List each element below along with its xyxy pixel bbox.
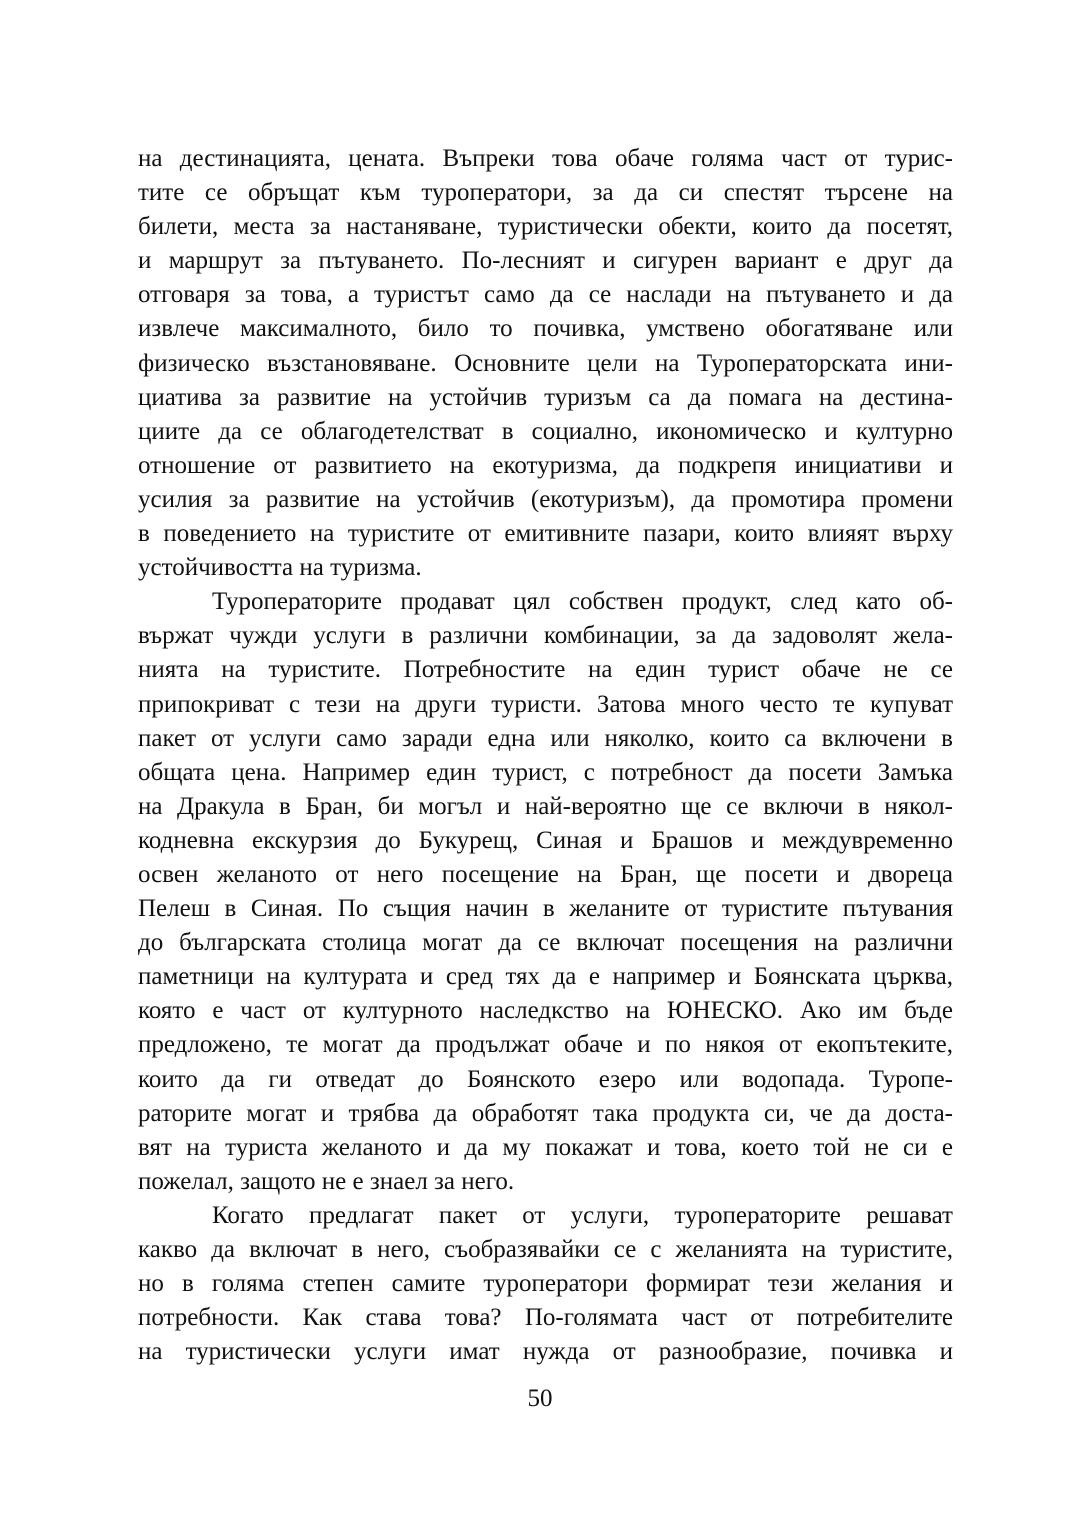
text-line: която е част от културното наследкство на ЮНЕСКО. Ако им бъде [138,997,953,1025]
text-line: предложено, те могат да продължат обаче и по някоя от екопътеките, [138,1031,953,1059]
text-line: отношение от развитието на екотуризма, да подкрепя инициативи и [138,451,953,479]
text-line: в поведението на туристите от емитивните пазари, които влияят върху [138,520,953,548]
text-line: които да ги отведат до Боянското езеро или водопада. Туропе- [138,1065,953,1093]
paragraph-3 [138,1199,953,1369]
text-line: на туристически услуги имат нужда от разнообразие, почивка и [138,1338,953,1366]
paragraph-2 [138,585,953,1199]
text-line: раторите могат и трябва да обработят така продукта си, че да доста- [138,1099,953,1127]
page-body [138,142,953,1369]
text-line: пакет от услуги само заради една или няколко, които са включени в [138,724,953,752]
text-line: нията на туристите. Потребностите на един турист обаче не се [138,656,953,684]
text-line: циите да се облагодетелстват в социално, икономическо и културно [138,417,953,445]
page-number: 50 [527,1385,553,1412]
text-line: циатива за развитие на устойчив туризъм са да помага на дестина- [138,383,953,411]
text-line: потребности. Как става това? По-голямата част от потребителите [138,1304,953,1332]
text-line: вят на туриста желаното и да му покажат и това, което той не си е [138,1133,953,1161]
text-line: на Дракула в Бран, би могъл и най-вероятно ще се включи в някол- [138,792,953,820]
text-line: вържат чужди услуги в различни комбинации, за да задоволят жела- [138,622,953,650]
text-line: общата цена. Например един турист, с потребност да посети Замъка [138,758,953,786]
text-line: на дестинацията, цената. Въпреки това обаче голяма част от турис- [138,145,953,172]
text-line: и маршрут за пътуването. По-лесният и сигурен вариант е друг да [138,247,953,275]
text-line: тите се обръщат към туроператори, за да си спестят търсене на [138,179,953,207]
text-line: но в голяма степен самите туроператори формират тези желания и [138,1270,953,1298]
text-line: освен желаното от него посещение на Бран, ще посети и двореца [138,860,953,888]
text-line: билети, места за настаняване, туристически обекти, които да посетят, [138,213,953,241]
text-line: какво да включат в него, съобразявайки се с желанията на туристите, [138,1236,953,1263]
text-line: Когато предлагат пакет от услуги, туроператорите решават [212,1201,953,1229]
text-line: пожелал, защото не е знаел за него. [138,1167,515,1195]
text-line: Пелеш в Синая. По същия начин в желаните от туристите пътувания [138,895,953,923]
text-line: отговаря за това, а туристът само да се наслади на пътуването и да [138,281,953,309]
text-line: извлече максималното, било то почивка, умствено обогатяване или [138,315,953,343]
text-line: физическо възстановяване. Основните цели на Туроператорската ини- [138,349,953,377]
text-line: усилия за развитие на устойчив (екотуризъм), да промотира промени [138,485,953,513]
paragraph-1 [138,142,953,585]
text-line: паметници на културата и сред тях да е например и Боянската църква, [138,963,953,991]
text-line: до българската столица могат да се включат посещения на различни [138,929,953,957]
text-line: Туроператорите продават цял собствен продукт, след като об- [212,588,953,616]
text-line: устойчивостта на туризма. [138,554,422,582]
text-line: припокриват с тези на други туристи. Затова много често те купуват [138,690,953,718]
text-line: кодневна екскурзия до Букурещ, Синая и Брашов и междувременно [138,826,953,854]
